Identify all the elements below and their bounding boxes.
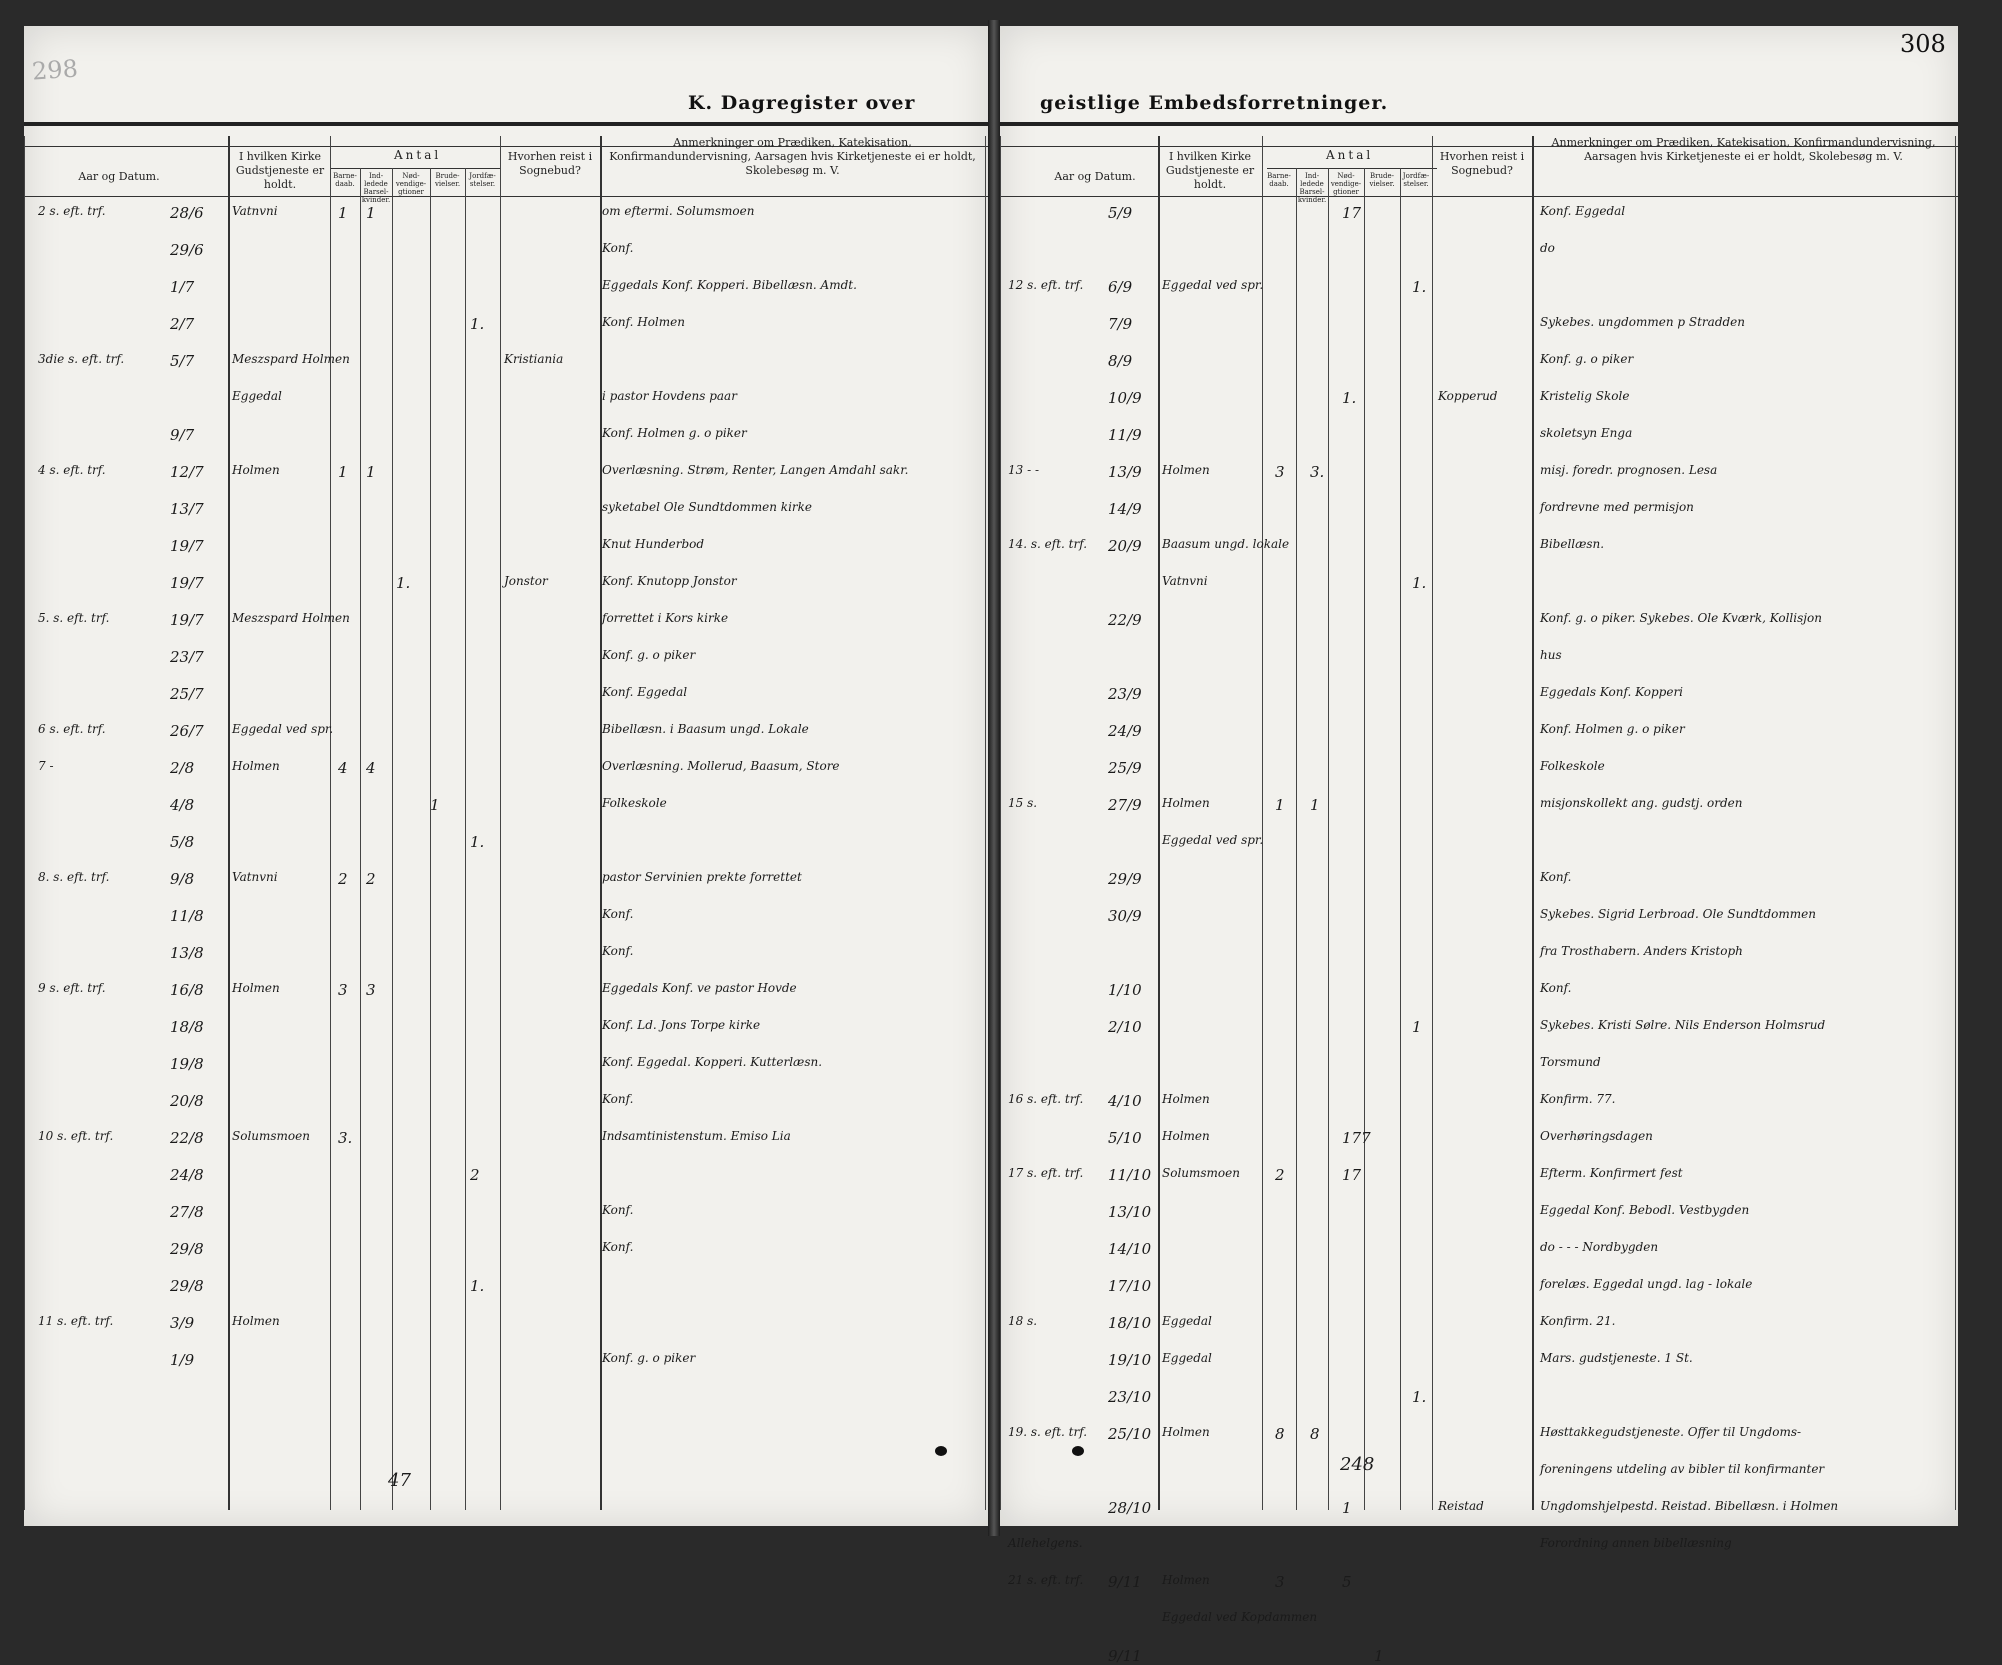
right-entry-remark: forelæs. Eggedal ungd. lag - lokale [1540,1277,1753,1291]
left-column-line [430,168,431,1510]
left-header-remarks: Anmerkninger om Prædiken, Katekisation, Konfirmandundervisning, Aarsagen hvis Kirketjeneste ei er holdt, Skolebesøg m. V. [609,136,976,177]
left-entry-church: Solumsmoen [232,1129,310,1143]
left-entry-remark: Indsamtinistenstum. Emiso Lia [602,1129,791,1143]
left-entry-remark: Konf. Eggedal [602,685,688,699]
left-entry-sunday: 3die s. eft. trf. [38,352,125,366]
left-entry-date: 9/8 [170,870,195,888]
ink-blot [1072,1446,1084,1456]
left-entry-count: 1 [338,204,348,222]
right-column-line [1296,168,1297,1510]
page-number: 308 [1900,30,1946,58]
left-entry-remark: Konf. g. o piker [602,1351,696,1365]
right-entry-church: Eggedal [1162,1351,1212,1365]
left-entry-where: Kristiania [504,352,564,366]
left-entry-remark: forrettet i Kors kirke [602,611,729,625]
right-entry-remark: Ungdomshjelpestd. Reistad. Bibellæsn. i Holmen [1540,1499,1839,1513]
right-entry-count: 1 [1374,1647,1384,1665]
right-header-sub: Nød-vendige-gtioner [1330,172,1362,196]
left-entry-count: 3. [338,1129,353,1147]
right-entry-sunday: Allehelgens. [1008,1536,1083,1550]
left-entry-date: 25/7 [170,685,204,703]
right-entry-date: 19/10 [1108,1351,1152,1369]
right-entry-date: 23/9 [1108,685,1142,703]
right-entry-count: 17 [1342,204,1362,222]
left-entry-sunday: 10 s. eft. trf. [38,1129,114,1143]
right-entry-sunday: 17 s. eft. trf. [1008,1166,1084,1180]
left-column-line [360,168,361,1510]
right-entry-remark: Kristelig Skole [1540,389,1630,403]
left-entry-remark: Konf. Eggedal. Kopperi. Kutterlæsn. [602,1055,823,1069]
right-entry-sunday: 13 - - [1008,463,1040,477]
left-entry-remark: Konf. [602,907,634,921]
right-antal-rule [1267,168,1437,169]
left-entry-date: 19/7 [170,611,204,629]
left-entry-remark: Knut Hunderbod [602,537,705,551]
right-header-church: I hvilken Kirke Gudstjeneste er holdt. [1165,150,1255,191]
right-entry-remark: Konf. [1540,870,1572,884]
right-entry-date: 10/9 [1108,389,1142,407]
right-entry-church: Vatnvni [1162,574,1208,588]
left-header-antal: Antal [394,148,442,162]
right-entry-sunday: 19. s. eft. trf. [1008,1425,1088,1439]
right-entry-church: Holmen [1162,1573,1210,1587]
left-column-line [330,136,331,1510]
left-entry-date: 29/6 [170,241,204,259]
right-entry-remark: do [1540,241,1555,255]
right-entry-remark: foreningens utdeling av bibler til konfirmanter [1540,1462,1825,1476]
right-entry-church: Eggedal ved spr. [1162,278,1264,292]
right-column-line [1400,168,1401,1510]
left-entry-sunday: 6 s. eft. trf. [38,722,106,736]
left-entry-date: 29/8 [170,1240,204,1258]
right-entry-date: 14/9 [1108,500,1142,518]
right-entry-remark: Konfirm. 21. [1540,1314,1616,1328]
right-entry-remark: Konf. Eggedal [1540,204,1626,218]
left-entry-date: 13/7 [170,500,204,518]
right-entry-count: 1 [1275,796,1285,814]
right-entry-remark: Folkeskole [1540,759,1605,773]
left-header-rule [24,122,988,126]
left-entry-remark: Overlæsning. Strøm, Renter, Langen Amdahl sakr. [602,463,909,477]
left-entry-remark: Overlæsning. Mollerud, Baasum, Store [602,759,840,773]
right-entry-remark: Konfirm. 77. [1540,1092,1616,1106]
left-footer-number: 47 [388,1470,411,1491]
left-entry-date: 26/7 [170,722,204,740]
left-entry-count: 4 [338,759,348,777]
left-entry-date: 29/8 [170,1277,204,1295]
right-entry-count: 3 [1275,463,1285,481]
right-entry-church: Holmen [1162,796,1210,810]
left-column-line [24,136,25,1510]
right-entry-remark: do - - - Nordbygden [1540,1240,1659,1254]
left-entry-count: 1. [470,315,485,333]
right-entry-count: 3. [1310,463,1325,481]
right-entry-remark: Bibellæsn. [1540,537,1605,551]
left-entry-remark: i pastor Hovdens paar [602,389,737,403]
left-entry-count: 1 [430,796,440,814]
left-header-sub: Nød-vendige-gtioner [395,172,427,196]
right-entry-date: 17/10 [1108,1277,1152,1295]
left-header-bottom-rule [24,196,988,197]
left-entry-remark: Eggedals Konf. Kopperi. Bibellæsn. Amdt. [602,278,857,292]
left-entry-date: 2/8 [170,759,195,777]
left-entry-date: 9/7 [170,426,195,444]
right-entry-date: 8/9 [1108,352,1133,370]
right-entry-count: 1 [1342,1499,1352,1517]
right-column-line [1432,136,1433,1510]
left-header-sub: Barne-daab. [333,172,357,188]
right-entry-remark: Torsmund [1540,1055,1601,1069]
right-entry-remark: Sykebes. Kristi Sølre. Nils Enderson Holmsrud [1540,1018,1826,1032]
left-entry-date: 11/8 [170,907,204,925]
right-entry-count: 1 [1310,796,1320,814]
right-entry-sunday: 21 s. eft. trf. [1008,1573,1084,1587]
left-entry-church: Vatnvni [232,204,278,218]
left-entry-remark: Konf. [602,944,634,958]
left-entry-date: 27/8 [170,1203,204,1221]
right-entry-date: 14/10 [1108,1240,1152,1258]
right-entry-count: 1. [1342,389,1357,407]
right-entry-count: 8 [1310,1425,1320,1443]
right-entry-remark: Konf. g. o piker [1540,352,1634,366]
left-entry-date: 23/7 [170,648,204,666]
right-entry-remark: Forordning annen bibellæsning [1540,1536,1732,1550]
right-column-line [1364,168,1365,1510]
right-entry-remark: Konf. [1540,981,1572,995]
right-entry-church: Holmen [1162,1425,1210,1439]
right-entry-date: 13/10 [1108,1203,1152,1221]
left-entry-church: Meszspard Holmen [232,352,350,366]
right-entry-remark: Mars. gudstjeneste. 1 St. [1540,1351,1693,1365]
left-entry-church: Eggedal ved spr. [232,722,334,736]
right-entry-remark: hus [1540,648,1562,662]
right-entry-sunday: 14. s. eft. trf. [1008,537,1088,551]
right-entry-date: 11/9 [1108,426,1142,444]
left-header-church: I hvilken Kirke Gudstjeneste er holdt. [235,150,325,191]
right-entry-count: 3 [1275,1573,1285,1591]
left-entry-date: 24/8 [170,1166,204,1184]
left-entry-remark: Konf. Ld. Jons Torpe kirke [602,1018,761,1032]
left-entry-church: Vatnvni [232,870,278,884]
right-entry-church: Holmen [1162,1129,1210,1143]
right-entry-remark: Konf. g. o piker. Sykebes. Ole Kværk, Kollisjon [1540,611,1822,625]
left-entry-remark: syketabel Ole Sundtdommen kirke [602,500,813,514]
right-entry-remark: Konf. Holmen g. o piker [1540,722,1685,736]
left-entry-church: Holmen [232,759,280,773]
left-entry-count: 2 [470,1166,480,1184]
left-entry-remark: Konf. g. o piker [602,648,696,662]
right-entry-count: 5 [1342,1573,1352,1591]
left-column-line [985,136,986,1510]
left-entry-sunday: 7 - [38,759,54,773]
left-page-title: K. Dagregister over [688,92,916,114]
right-entry-date: 29/9 [1108,870,1142,888]
left-header-where: Hvorhen reist i Sognebud? [507,150,593,177]
right-header-remarks: Anmerkninger om Prædiken, Katekisation, Konfirmandundervisning, Aarsagen hvis Kirketjeneste ei er holdt, Skolebesøg m. V. [1551,136,1936,163]
left-entry-where: Jonstor [504,574,548,588]
right-header-sub: Brude-vielser. [1369,172,1395,188]
right-entry-count: 177 [1342,1129,1371,1147]
left-entry-date: 12/7 [170,463,204,481]
right-entry-date: 6/9 [1108,278,1133,296]
left-entry-date: 13/8 [170,944,204,962]
right-entry-remark: skoletsyn Enga [1540,426,1633,440]
right-column-line [1158,136,1160,1510]
right-entry-church: Eggedal ved spr. [1162,833,1264,847]
left-entry-date: 28/6 [170,204,204,222]
left-entry-church: Holmen [232,1314,280,1328]
left-entry-remark: Bibellæsn. i Baasum ungd. Lokale [602,722,809,736]
left-page [24,26,988,1526]
right-entry-date: 20/9 [1108,537,1142,555]
ink-blot [935,1446,947,1456]
right-entry-remark: Eggedals Konf. Kopperi [1540,685,1684,699]
left-entry-date: 20/8 [170,1092,204,1110]
right-header-sub: Jordfæ-stelser. [1402,172,1430,188]
bleed-through-number: 298 [31,54,79,86]
left-entry-count: 1 [366,463,376,481]
right-header-sub: Barne-daab. [1267,172,1291,188]
left-header-sub: Brude-vielser. [434,172,461,188]
book-gutter [988,20,1000,1536]
right-column-line [1328,168,1329,1510]
left-column-line [500,136,501,1510]
left-entry-count: 1. [470,833,485,851]
left-column-line [465,168,466,1510]
left-entry-church: Eggedal [232,389,282,403]
left-entry-date: 19/8 [170,1055,204,1073]
left-entry-count: 3 [366,981,376,999]
right-entry-date: 25/10 [1108,1425,1152,1443]
left-entry-count: 4 [366,759,376,777]
left-entry-sunday: 4 s. eft. trf. [38,463,106,477]
right-header-where: Hvorhen reist i Sognebud? [1439,150,1525,177]
left-entry-remark: Konf. [602,1203,634,1217]
right-entry-date: 5/10 [1108,1129,1142,1147]
right-column-line [1262,136,1263,1510]
right-entry-church: Holmen [1162,1092,1210,1106]
left-entry-count: 1. [470,1277,485,1295]
left-entry-remark: Konf. Holmen g. o piker [602,426,747,440]
left-entry-date: 4/8 [170,796,195,814]
left-column-line [228,136,230,1510]
right-entry-church: Eggedal [1162,1314,1212,1328]
left-entry-remark: Konf. Holmen [602,315,685,329]
left-antal-rule [330,168,500,169]
right-entry-remark: Overhøringsdagen [1540,1129,1653,1143]
right-page [1000,26,1958,1526]
right-column-line [1000,136,1001,1510]
right-footer-number: 248 [1340,1454,1375,1475]
left-entry-date: 3/9 [170,1314,195,1332]
left-entry-remark: Konf. Knutopp Jonstor [602,574,737,588]
right-entry-date: 28/10 [1108,1499,1152,1517]
left-entry-date: 16/8 [170,981,204,999]
right-header-date: Aar og Datum. [1054,170,1136,183]
left-entry-sunday: 11 s. eft. trf. [38,1314,114,1328]
right-entry-church: Solumsmoen [1162,1166,1240,1180]
right-entry-where: Reistad [1438,1499,1484,1513]
right-entry-where: Kopperud [1438,389,1498,403]
left-entry-sunday: 9 s. eft. trf. [38,981,106,995]
right-entry-date: 25/9 [1108,759,1142,777]
left-entry-remark: om eftermi. Solumsmoen [602,204,755,218]
right-column-line [1532,136,1534,1510]
right-entry-sunday: 15 s. [1008,796,1038,810]
right-entry-date: 27/9 [1108,796,1142,814]
left-column-line [600,136,602,1510]
right-entry-date: 23/10 [1108,1388,1152,1406]
right-entry-date: 24/9 [1108,722,1142,740]
right-entry-sunday: 12 s. eft. trf. [1008,278,1084,292]
left-entry-date: 5/8 [170,833,195,851]
right-entry-date: 9/11 [1108,1647,1142,1665]
left-entry-date: 19/7 [170,574,204,592]
left-entry-church: Holmen [232,981,280,995]
left-entry-remark: Eggedals Konf. ve pastor Hovde [602,981,797,995]
right-entry-sunday: 16 s. eft. trf. [1008,1092,1084,1106]
right-entry-remark: Efterm. Konfirmert fest [1540,1166,1683,1180]
right-entry-count: 17 [1342,1166,1362,1184]
right-entry-date: 22/9 [1108,611,1142,629]
left-entry-count: 2 [366,870,376,888]
left-entry-count: 1 [338,463,348,481]
left-entry-date: 18/8 [170,1018,204,1036]
left-entry-remark: Konf. [602,1240,634,1254]
right-entry-date: 18/10 [1108,1314,1152,1332]
right-entry-date: 1/10 [1108,981,1142,999]
right-entry-church: Baasum ungd. lokale [1162,537,1290,551]
left-entry-church: Holmen [232,463,280,477]
right-entry-count: 8 [1275,1425,1285,1443]
right-header-rule [1000,122,1958,126]
left-entry-date: 19/7 [170,537,204,555]
right-entry-count: 1. [1412,574,1427,592]
left-entry-count: 2 [338,870,348,888]
right-entry-sunday: 18 s. [1008,1314,1038,1328]
left-entry-sunday: 8. s. eft. trf. [38,870,110,884]
left-entry-date: 22/8 [170,1129,204,1147]
left-entry-remark: Konf. [602,241,634,255]
right-header-sub: Ind-ledede Barsel-kvinder. [1297,172,1327,204]
right-entry-remark: fra Trosthabern. Anders Kristoph [1540,944,1743,958]
left-entry-sunday: 2 s. eft. trf. [38,204,106,218]
right-entry-church: Eggedal ved Kopdammen [1162,1610,1318,1624]
right-entry-count: 1 [1412,1018,1422,1036]
left-entry-date: 1/7 [170,278,195,296]
left-entry-remark: pastor Servinien prekte forrettet [602,870,802,884]
left-entry-date: 1/9 [170,1351,195,1369]
left-entry-count: 1. [396,574,411,592]
left-entry-remark: Folkeskole [602,796,667,810]
left-entry-church: Meszspard Holmen [232,611,350,625]
left-entry-count: 1 [366,204,376,222]
right-entry-count: 2 [1275,1166,1285,1184]
right-header-bottom-rule [1000,196,1958,197]
right-entry-count: 1. [1412,278,1427,296]
left-entry-sunday: 5. s. eft. trf. [38,611,110,625]
right-entry-church: Holmen [1162,463,1210,477]
right-entry-date: 9/11 [1108,1573,1142,1591]
left-entry-date: 2/7 [170,315,195,333]
right-entry-remark: Høsttakkegudstjeneste. Offer til Ungdoms- [1540,1425,1802,1439]
right-entry-remark: Eggedal Konf. Bebodl. Vestbygden [1540,1203,1750,1217]
right-entry-remark: fordrevne med permisjon [1540,500,1694,514]
right-entry-date: 13/9 [1108,463,1142,481]
right-entry-date: 11/10 [1108,1166,1152,1184]
left-column-line [392,168,393,1510]
right-column-line [1955,136,1956,1510]
right-entry-date: 5/9 [1108,204,1133,222]
right-entry-remark: misjonskollekt ang. gudstj. orden [1540,796,1743,810]
right-entry-remark: Sykebes. ungdommen p Stradden [1540,315,1746,329]
right-entry-date: 7/9 [1108,315,1133,333]
left-entry-date: 5/7 [170,352,195,370]
right-entry-date: 4/10 [1108,1092,1142,1110]
right-entry-count: 1. [1412,1388,1427,1406]
right-header-antal: Antal [1326,148,1374,162]
right-page-title: geistlige Embedsforretninger. [1040,92,1389,114]
left-header-sub: Ind-ledede Barsel-kvinder. [361,172,391,204]
left-entry-count: 3 [338,981,348,999]
right-entry-remark: misj. foredr. prognosen. Lesa [1540,463,1718,477]
right-entry-date: 2/10 [1108,1018,1142,1036]
right-entry-date: 30/9 [1108,907,1142,925]
left-header-date: Aar og Datum. [78,170,160,183]
right-entry-remark: Sykebes. Sigrid Lerbroad. Ole Sundtdommen [1540,907,1816,921]
left-header-sub: Jordfæ-stelser. [469,172,496,188]
left-entry-remark: Konf. [602,1092,634,1106]
